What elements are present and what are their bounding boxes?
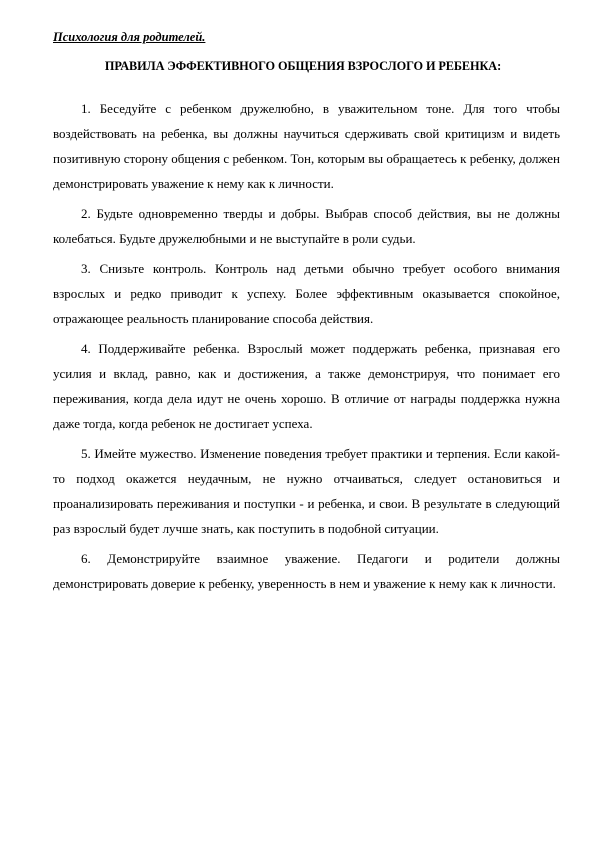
paragraph-3: 3. Снизьте контроль. Контроль над детьми обычно требует особого внимания взрослых и редко приводит к успеху. Более эффективным оказывается спокойное, отражающее реальность планирование способа действия. [53, 261, 560, 326]
document-body [53, 96, 560, 601]
paragraph-5: 5. Имейте мужество. Изменение поведения требует практики и терпения. Если какой-то подход окажется неудачным, не нужно отчаиваться, следует остановиться и проанализировать переживания и поступки - и ребенка, и свои. В результате в следующий раз взрослый будет лучше знать, как поступить в подобной ситуации. [53, 446, 560, 536]
document-title: ПРАВИЛА ЭФФЕКТИВНОГО ОБЩЕНИЯ ВЗРОСЛОГО И РЕБЕНКА: [104, 59, 502, 73]
paragraph-4: 4. Поддерживайте ребенка. Взрослый может поддержать ребенка, признавая его усилия и вклад, равно, как и достижения, а также демонстрируя, что понимает его переживания, когда дела идут не очень хорошо. В отличие от награды поддержка нужна даже тогда, когда ребенок не достигает успеха. [53, 341, 560, 431]
document-header: Психология для родителей. [53, 30, 206, 44]
paragraph-6: 6. Демонстрируйте взаимное уважение. Педагоги и родители должны демонстрировать доверие к ребенку, уверенность в нем и уважение к нему как к личности. [53, 551, 560, 591]
paragraph-1: 1. Беседуйте с ребенком дружелюбно, в уважительном тоне. Для того чтобы воздействовать на ребенка, вы должны научиться сдерживать свой критицизм и видеть позитивную сторону общения с ребенком. Тон, которым вы обращаетесь к ребенку, должен демонстрировать уважение к нему как к личности. [53, 101, 560, 191]
paragraph-2: 2. Будьте одновременно тверды и добры. Выбрав способ действия, вы не должны колебаться. Будьте дружелюбными и не выступайте в роли судьи. [53, 206, 560, 246]
